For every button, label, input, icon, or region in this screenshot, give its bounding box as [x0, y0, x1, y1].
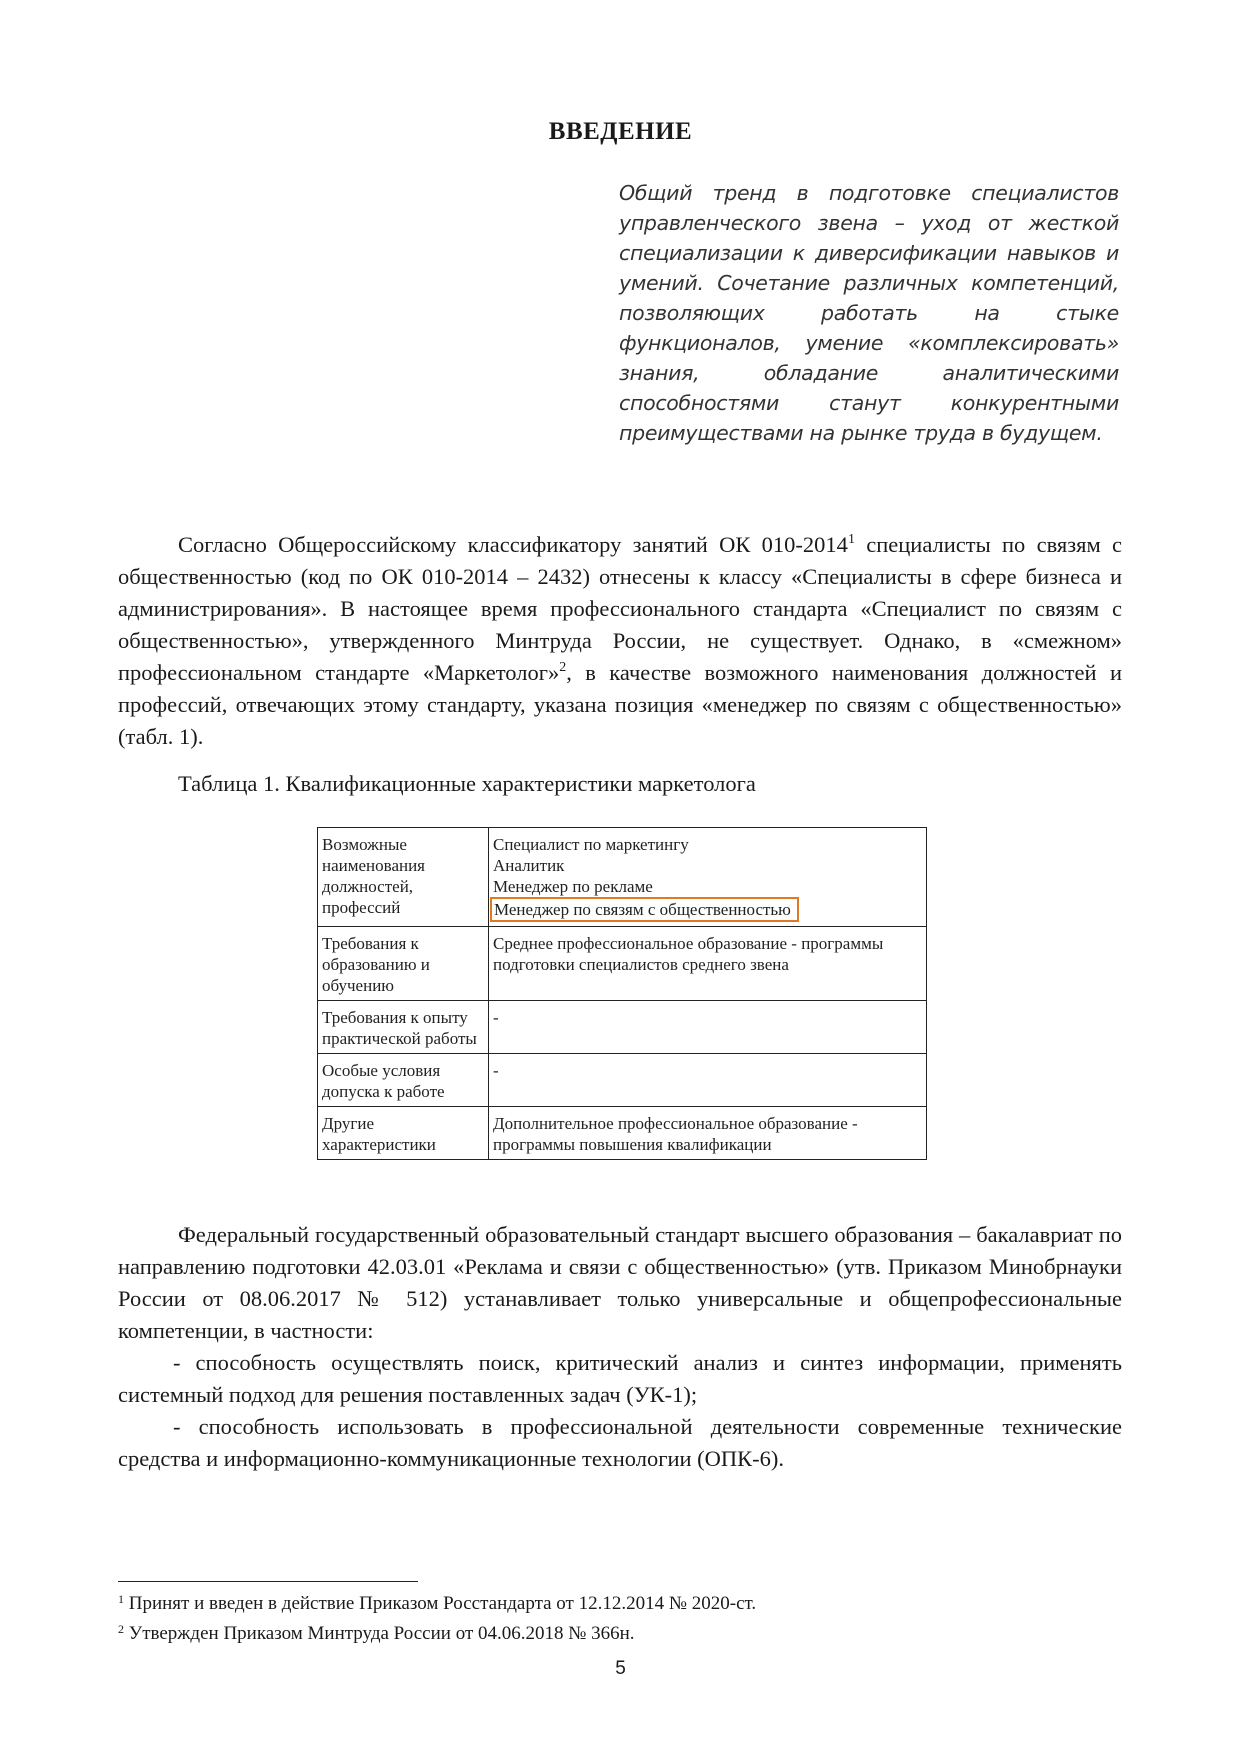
table-cell-value: Среднее профессиональное образование - программы подготовки специалистов среднего звена: [489, 927, 927, 1001]
footnote-number: 1: [118, 1592, 124, 1606]
intro-paragraph: [118, 529, 1122, 753]
position-item: Специалист по маркетингу: [493, 835, 689, 854]
epigraph: Общий тренд в подготовке специалистов управленческого звена – уход от жесткой специализации к диверсификации навыков и умений. Сочетание различных компетенций, позволяющих работать на стыке функционалов, умение «комплексировать» знания, обладание аналитическими способностями станут конкурентными преимуществами на рынке труда в будущем.: [619, 181, 1119, 445]
footnote-text: Утвержден Приказом Минтруда России от 04.06.2018 № 366н.: [124, 1623, 635, 1644]
position-item: Менеджер по рекламе: [493, 877, 653, 896]
footnote-ref-2[interactable]: 2: [559, 660, 567, 675]
position-item: Аналитик: [493, 856, 565, 875]
competency-item-opk6: - способность использовать в профессиональной деятельности современные технические средства и информационно-коммуникационные технологии (ОПК-6).: [118, 1414, 1122, 1471]
footnote-divider: [118, 1581, 418, 1582]
table-cell-label: Возможные наименования должностей, профессий: [318, 828, 489, 927]
table-row: [318, 1001, 927, 1054]
table-caption: Таблица 1. Квалификационные характеристики маркетолога: [178, 771, 756, 796]
table-cell-value: [489, 828, 927, 927]
table-cell-value: -: [489, 1001, 927, 1054]
intro-text-part1: Согласно Общероссийскому классификатору занятий ОК 010-2014: [178, 532, 848, 557]
table-cell-label: Требования к образованию и обучению: [318, 927, 489, 1001]
footnote-2: [118, 1623, 635, 1645]
table-cell-label: Другие характеристики: [318, 1107, 489, 1160]
footnote-1: [118, 1593, 756, 1615]
qualification-table: [317, 827, 927, 1160]
intro-text-part3: , в качестве возможного наименования должностей и профессий, отвечающих этому стандарту, указана позиция «менеджер по связям с общественностью» (табл. 1).: [118, 660, 1122, 749]
page-number: 5: [615, 1658, 626, 1679]
table-cell-value: Дополнительное профессиональное образование - программы повышения квалификации: [489, 1107, 927, 1160]
footnote-number: 2: [118, 1622, 124, 1636]
table-row: [318, 1054, 927, 1107]
fgos-paragraph: Федеральный государственный образовательный стандарт высшего образования – бакалавриат по направлению подготовки 42.03.01 «Реклама и связи с общественностью» (утв. Приказом Минобрнауки России от 08.06.2017 № 512) устанавливает только универсальные и общепрофессиональные компетенции, в частности:: [118, 1222, 1122, 1343]
intro-text-part2: специалисты по связям с общественностью (код по ОК 010-2014 – 2432) отнесены к классу «Специалисты в сфере бизнеса и администрирования». В настоящее время профессионального стандарта «Специалист по связям с общественностью», утвержденного Минтруда России, не существует. Однако, в «смежном» профессиональном стандарте «Маркетолог»: [118, 532, 1122, 685]
table-row: [318, 1107, 927, 1160]
competency-item-uk1: - способность осуществлять поиск, критический анализ и синтез информации, применять системный подход для решения поставленных задач (УК-1);: [118, 1350, 1122, 1407]
table-row: [318, 828, 927, 927]
section-heading: ВВЕДЕНИЕ: [548, 118, 693, 145]
table-cell-value: -: [489, 1054, 927, 1107]
table-cell-label: Особые условия допуска к работе: [318, 1054, 489, 1107]
footnote-ref-1[interactable]: 1: [847, 532, 855, 547]
footnote-text: Принят и введен в действие Приказом Росстандарта от 12.12.2014 № 2020-ст.: [124, 1593, 757, 1614]
table-row: [318, 927, 927, 1001]
highlighted-position: Менеджер по связям с общественностью: [490, 897, 799, 922]
table-cell-label: Требования к опыту практической работы: [318, 1001, 489, 1054]
